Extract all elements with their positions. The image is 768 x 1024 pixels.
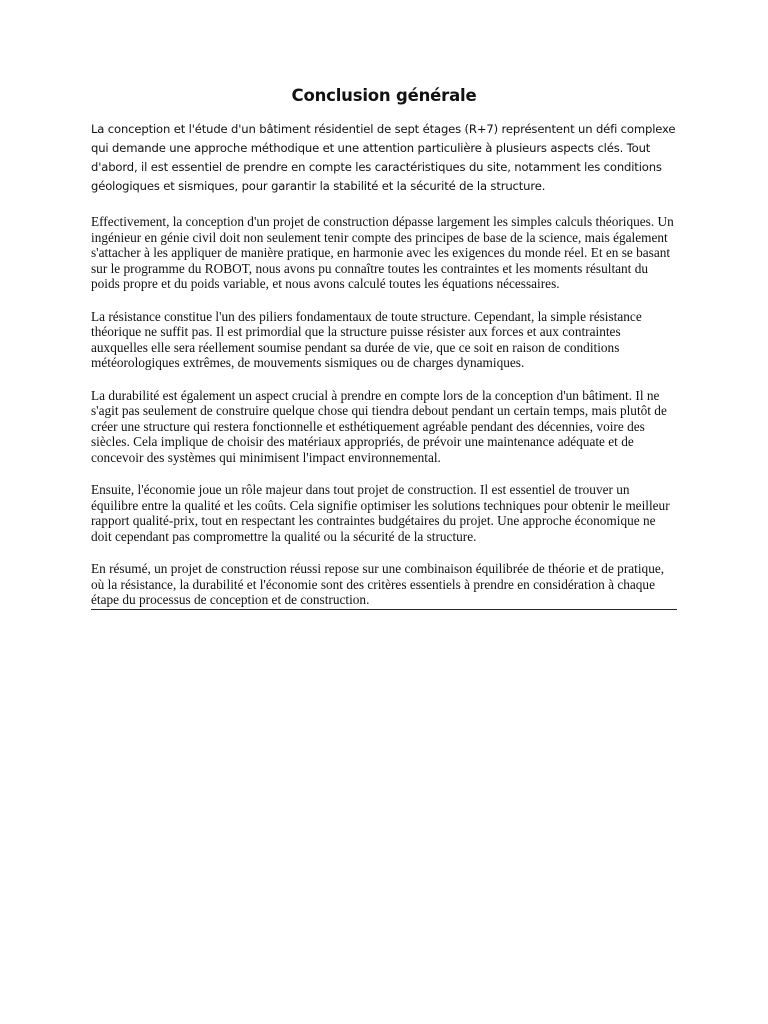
paragraph-theory: Effectivement, la conception d'un projet de construction dépasse largement les simples calculs théoriques. Un ingénieur en génie civil doit non seulement tenir compte des principes de base de la science, mais également s'attacher à les appliquer de manière pratique, en harmonie avec les exigences du monde réel. Et en se basant sur le programme du ROBOT, nous avons pu connaître toutes les contraintes et les moments résultant du poids propre et du poids variable, et nous avons calculé toutes les équations nécessaires. <box>91 214 674 292</box>
page-title: Conclusion générale <box>291 86 477 105</box>
paragraph-durability: La durabilité est également un aspect crucial à prendre en compte lors de la conception d'un bâtiment. Il ne s'agit pas seulement de construire quelque chose qui tiendra debout pendant un certain temps, mais plutôt de créer une structure qui restera fonctionnelle et esthétiquement agréable pendant des décennies, voire des siècles. Cela implique de choisir des matériaux appropriés, de prévoir une maintenance adéquate et de concevoir des systèmes qui minimisent l'impact environnemental. <box>91 387 667 465</box>
paragraph-resistance: La résistance constitue l'un des piliers fondamentaux de toute structure. Cependant, la simple résistance théorique ne suffit pas. Il est primordial que la structure puisse résister aux forces et aux contraintes auxquelles elle sera réellement soumise pendant sa durée de vie, que ce soit en raison de conditions météorologiques extrêmes, de mouvements sismiques ou de charges dynamiques. <box>91 308 642 371</box>
document-page <box>91 86 677 610</box>
intro-paragraph: La conception et l'étude d'un bâtiment résidentiel de sept étages (R+7) représentent un défi complexe qui demande une approche méthodique et une attention particulière à plusieurs aspects clés. Tout d'abord, il est essentiel de prendre en compte les caractéristiques du site, notamment les conditions géologiques et sismiques, pour garantir la stabilité et la sécurité de la structure. <box>91 122 676 193</box>
paragraph-economy: Ensuite, l'économie joue un rôle majeur dans tout projet de construction. Il est essentiel de trouver un équilibre entre la qualité et les coûts. Cela signifie optimiser les solutions techniques pour obtenir le meilleur rapport qualité-prix, tout en respectant les contraintes budgétaires du projet. Une approche économique ne doit cependant pas compromettre la qualité ou la sécurité de la structure. <box>91 482 670 544</box>
paragraph-summary: En résumé, un projet de construction réussi repose sur une combinaison équilibrée de théorie et de pratique, où la résistance, la durabilité et l'économie sont des critères essentiels à prendre en considération à chaque étape du processus de conception et de construction. <box>91 561 677 610</box>
